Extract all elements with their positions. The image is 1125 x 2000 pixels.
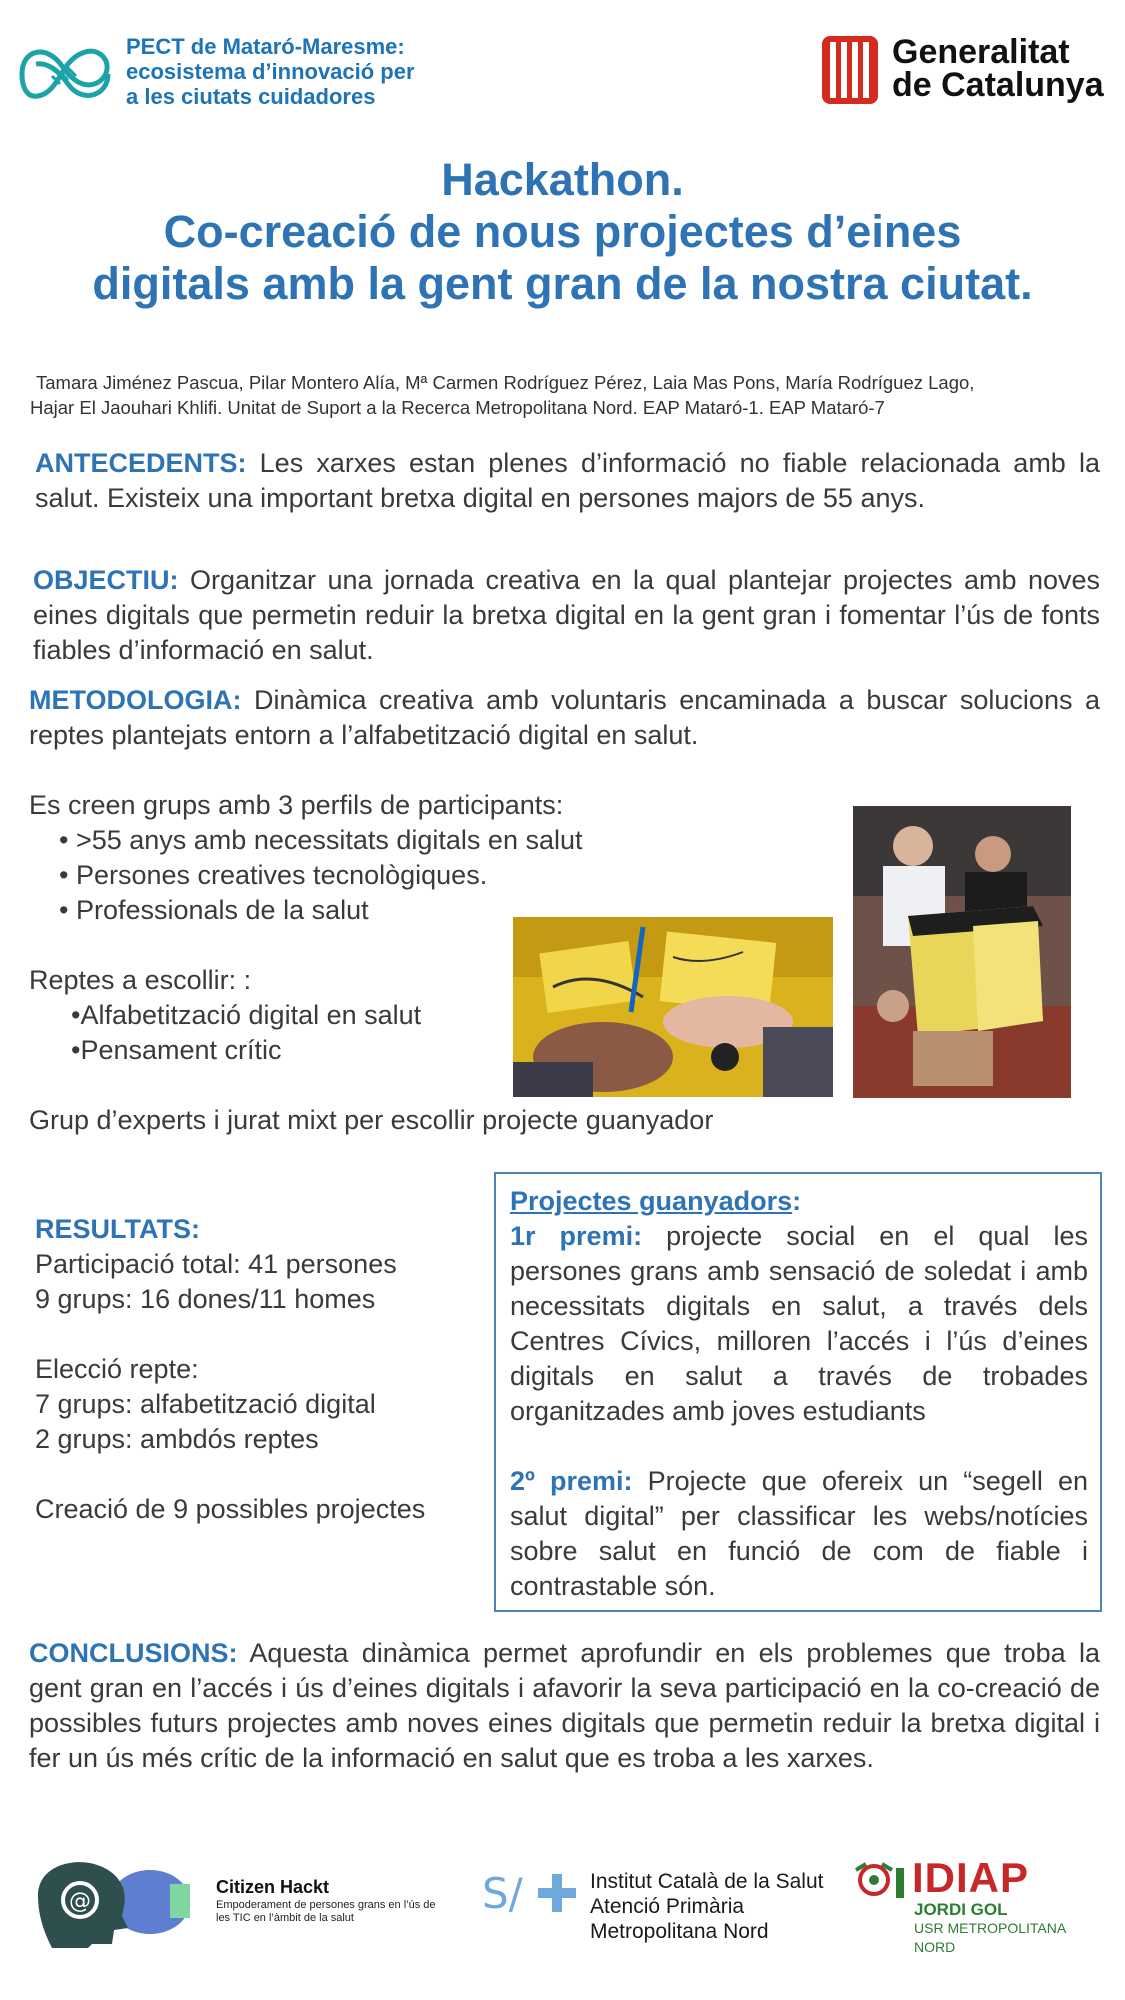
idiap-logo-icon [852,1862,908,1902]
result-line: Participació total: 41 persones [35,1249,397,1279]
list-item: • Persones creatives tecnològiques. [59,860,488,890]
conclusions-label: CONCLUSIONS: [29,1638,238,1668]
list-item: • Professionals de la salut [59,895,369,925]
first-prize [510,1219,1088,1429]
prize-spacer [510,1429,1088,1464]
antecedents-section [35,446,1100,516]
poster-title: Hackathon. Co-creació de nous projectes d’eines digitals amb la gent gran de la nostra ciutat. [92,154,1033,309]
citizen-hackt-logo-icon [32,1856,192,1948]
list-item: • >55 anys amb necessitats digitals en salut [59,825,583,855]
antecedents-label: ANTECEDENTS: [35,448,247,478]
objectiu-section [33,563,1100,668]
generalitat-name: Generalitat de Catalunya [892,33,1104,104]
list-item: •Pensament crític [71,1035,282,1065]
result-line: 7 grups: alfabetització digital [35,1389,376,1419]
pect-title: PECT de Mataró-Maresme: ecosistema d’innovació per a les ciutats cuidadores [126,34,415,109]
groups-intro: Es creen grups amb 3 perfils de participants: [29,790,564,820]
conclusions-text: Aquesta dinàmica permet aprofundir en els problemes que troba la gent gran en l’accés i ús d’eines digitals i afavorir la seva participació en la co-creació de possibles futurs projectes amb noves eines digitals que permetin reduir la bretxa digital i fer un ús més crític de la informació en salut que es troba a les xarxes. [29,1638,1100,1773]
result-line: Creació de 9 possibles projectes [35,1494,426,1524]
conclusions-section [29,1636,1100,1776]
result-line: 2 grups: ambdós reptes [35,1424,319,1454]
result-spacer [35,1317,425,1352]
second-prize [510,1464,1088,1604]
generalitat-flag-icon [822,36,878,104]
first-prize-text: projecte social en el qual les persones grans amb sensació de soledat i amb necessitats digitals en salut, a través dels Centres Cívics, milloren l’accés i l’ús d’eines digitals en salut a través de trobades organitzades amb joves estudiants [510,1221,1088,1426]
objectiu-text: Organitzar una jornada creativa en la qual plantejar projectes amb noves eines digitals que permetin reduir la bretxa digital en la gent gran i fomentar l’ús de fonts fiables d’informació en salut. [33,565,1100,665]
antecedents-text: Les xarxes estan plenes d’informació no fiable relacionada amb la salut. Existeix una important bretxa digital en persones majors de 55 anys. [35,448,1100,513]
reptes-intro: Reptes a escollir: : [29,965,252,995]
projects-heading-text: Projectes guanyadors [510,1186,793,1216]
svg-text:S/: S/ [482,1869,523,1918]
citizen-hackt-title: Citizen Hackt [216,1877,330,1897]
idiap-name: IDIAP [912,1854,1030,1901]
projects-heading: Projectes guanyadors: [510,1186,802,1216]
metodologia-text: Dinàmica creativa amb voluntaris encaminada a buscar solucions a reptes plantejats entorn a l’alfabetització digital en salut. [29,685,1100,750]
hands-writing-photo [513,917,833,1097]
metodologia-section [29,683,1100,753]
winning-projects-box [494,1172,1102,1612]
result-line: 9 grups: 16 dones/11 homes [35,1284,376,1314]
ics-logo-icon [482,1868,582,1918]
second-prize-label: 2º premi: [510,1466,633,1496]
second-prize-text: Projecte que ofereix un “segell en salut digital” per classificar les webs/notícies sobre salut en funció de com de fiable i contrastable són. [510,1466,1088,1601]
ics-name: Institut Català de la Salut Atenció Primària Metropolitana Nord [590,1870,824,1943]
result-line: Elecció repte: [35,1354,199,1384]
metodologia-label: METODOLOGIA: [29,685,242,715]
idiap-subtitle: JORDI GOL USR METROPOLITANA NORD [914,1900,1067,1955]
resultats-section [35,1212,425,1527]
resultats-label: RESULTATS: [35,1214,200,1244]
participants-photo [853,806,1071,1098]
jury-text: Grup d’experts i jurat mixt per escollir projecte guanyador [29,1105,714,1135]
pect-logo-icon [12,34,122,114]
svg-text:@: @ [69,1889,91,1914]
list-item: •Alfabetització digital en salut [71,1000,422,1030]
result-spacer [35,1457,425,1492]
citizen-hackt-subtitle: Empoderament de persones grans en l’ús de les TIC en l’àmbit de la salut [216,1899,436,1924]
authors: Tamara Jiménez Pascua, Pilar Montero Alía, Mª Carmen Rodríguez Pérez, Laia Mas Pons, María Rodríguez Lago, Hajar El Jaouhari Khlifi. Unitat de Suport a la Recerca Metropolitana Nord. EAP Mataró-1. EAP Mataró-7 [30,372,975,418]
reptes-list [29,963,421,1068]
participant-groups [29,788,583,928]
objectiu-label: OBJECTIU: [33,565,179,595]
first-prize-label: 1r premi: [510,1221,643,1251]
